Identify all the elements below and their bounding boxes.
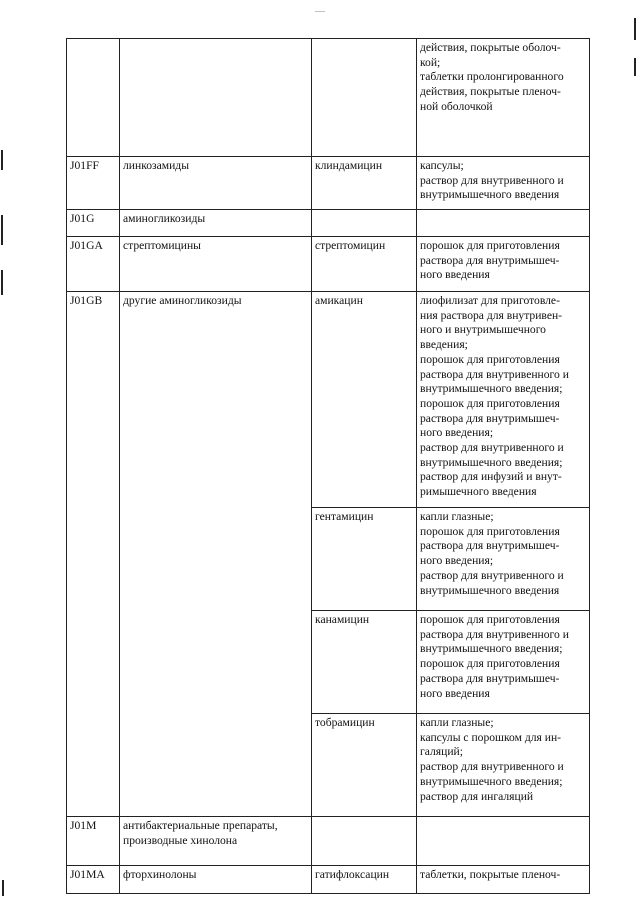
drug-name-cell bbox=[312, 210, 417, 237]
drug-name-cell: амикацин bbox=[312, 292, 417, 508]
atc-code-cell: J01M bbox=[67, 817, 120, 866]
dosage-forms-cell: лиофилизат для приготовле- ния раствора для внутривен- ного и внутримышечного введения; порошок для приготовления раствора для внутривенного и внутримышечного введения; порошок для приготовления раствора для внутримышеч- ного введения; раствор для внутривенного и внутримышечного введения; раствор для инфузий и внут- римышечного введения bbox=[417, 292, 590, 508]
dosage-forms-cell: таблетки, покрытые пленоч- bbox=[417, 866, 590, 894]
drug-name-cell: гатифлоксацин bbox=[312, 866, 417, 894]
drug-registry-table bbox=[66, 38, 590, 894]
dosage-forms-cell: порошок для приготовления раствора для внутривенного и внутримышечного введения; порошок для приготовления раствора для внутримышеч- ного введения bbox=[417, 611, 590, 714]
table-row bbox=[67, 210, 590, 237]
drug-name-cell: канамицин bbox=[312, 611, 417, 714]
drug-name-cell bbox=[312, 39, 417, 157]
dosage-forms-cell: капсулы; раствор для внутривенного и внутримышечного введения bbox=[417, 157, 590, 210]
dosage-forms-cell: порошок для приготовления раствора для внутримышеч- ного введения bbox=[417, 237, 590, 292]
group-name-cell: линкозамиды bbox=[120, 157, 312, 210]
atc-code-cell: J01MA bbox=[67, 866, 120, 894]
drug-name-cell: тобрамицин bbox=[312, 714, 417, 817]
dosage-forms-cell: капли глазные; капсулы с порошком для ин- галяций; раствор для внутривенного и внутримышечного введения; раствор для ингаляций bbox=[417, 714, 590, 817]
scan-mark-right-1 bbox=[634, 18, 636, 40]
scan-mark-left-4 bbox=[2, 880, 4, 896]
group-name-cell: антибактериальные препараты, производные хинолона bbox=[120, 817, 312, 866]
dosage-forms-cell: капли глазные; порошок для приготовления раствора для внутримышеч- ного введения; раствор для внутривенного и внутримышечного введения bbox=[417, 508, 590, 611]
dosage-forms-cell: действия, покрытые оболоч- кой; таблетки пролонгированного действия, покрытые пленоч- ной оболочкой bbox=[417, 39, 590, 157]
group-name-cell: стрептомицины bbox=[120, 237, 312, 292]
table-row bbox=[67, 866, 590, 894]
atc-code-cell: J01GB bbox=[67, 292, 120, 817]
page-top-mark: –– bbox=[315, 6, 325, 17]
table-row bbox=[67, 292, 590, 508]
drug-name-cell: гентамицин bbox=[312, 508, 417, 611]
dosage-forms-cell bbox=[417, 210, 590, 237]
table-row bbox=[67, 817, 590, 866]
group-name-cell: аминогликозиды bbox=[120, 210, 312, 237]
atc-code-cell: J01G bbox=[67, 210, 120, 237]
table-row bbox=[67, 157, 590, 210]
scan-mark-left-2 bbox=[1, 215, 3, 245]
group-name-cell: фторхинолоны bbox=[120, 866, 312, 894]
group-name-cell bbox=[120, 39, 312, 157]
atc-code-cell: J01FF bbox=[67, 157, 120, 210]
drug-name-cell: клиндамицин bbox=[312, 157, 417, 210]
group-name-cell: другие аминогликозиды bbox=[120, 292, 312, 817]
atc-code-cell: J01GA bbox=[67, 237, 120, 292]
atc-code-cell bbox=[67, 39, 120, 157]
scan-mark-right-2 bbox=[634, 58, 636, 76]
scan-mark-left-3 bbox=[1, 270, 3, 295]
dosage-forms-cell bbox=[417, 817, 590, 866]
drug-name-cell: стрептомицин bbox=[312, 237, 417, 292]
scan-mark-left-1 bbox=[1, 150, 3, 170]
table-row bbox=[67, 39, 590, 157]
drug-name-cell bbox=[312, 817, 417, 866]
table-row bbox=[67, 237, 590, 292]
